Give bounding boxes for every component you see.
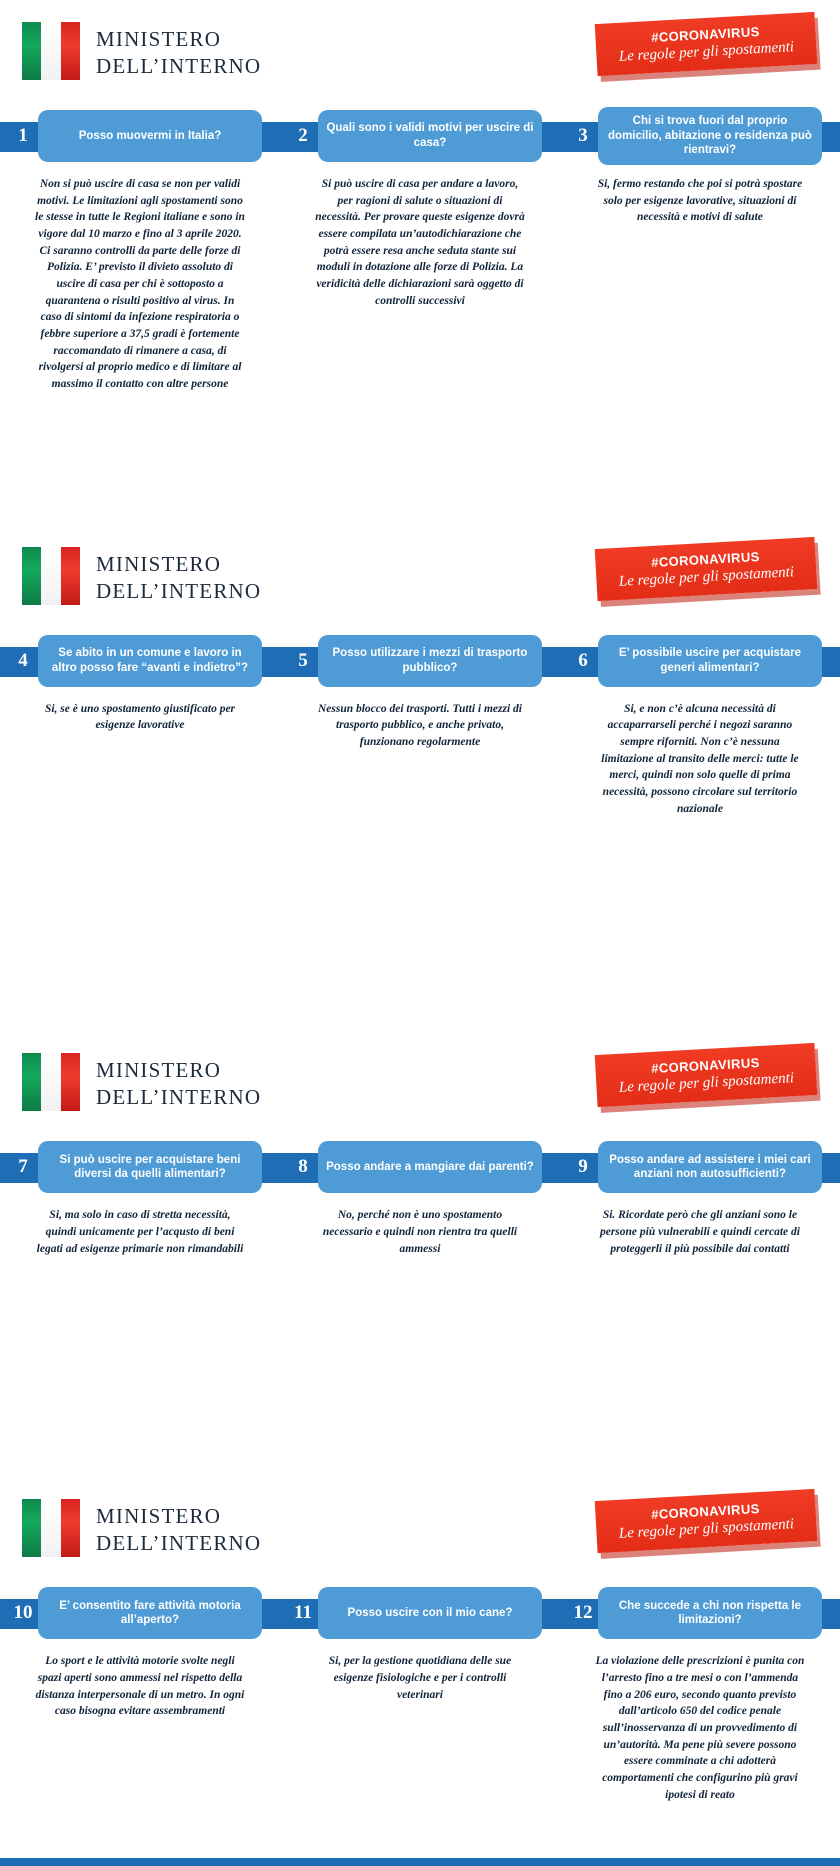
question-cell (0, 633, 280, 689)
coronavirus-banner (596, 543, 816, 605)
ministry-title (96, 1503, 261, 1557)
banner-subtitle: Le regole per gli spostamenti (618, 1516, 795, 1543)
question-cell (560, 108, 840, 164)
banner-hashtag: #CORONAVIRUS (650, 1055, 761, 1077)
question-number: 10 (13, 1602, 33, 1624)
question-bubble[interactable]: Posso andare ad assistere i miei cari anziani non autosufficienti? (598, 1141, 822, 1193)
question-bubble[interactable]: E’ possibile uscire per acquistare generi alimentari? (598, 635, 822, 687)
answer-row (0, 1653, 840, 1803)
question-cell (560, 633, 840, 689)
question-cell (280, 1585, 560, 1641)
ministry-line-2: DELL’INTERNO (96, 53, 262, 78)
answer-text: No, perché non è uno spostamento necessario e quindi non rientra tra quelli ammessi (322, 1209, 518, 1255)
question-bubble[interactable]: E’ consentito fare attività motoria all’aperto? (38, 1587, 262, 1639)
banner-subtitle: Le regole per gli spostamenti (618, 39, 795, 65)
question-number: 8 (298, 1156, 308, 1178)
ministry-line-2: DELL’INTERNO (96, 1085, 262, 1110)
section-spacer (0, 1257, 840, 1477)
ministry-line-1: MINISTERO (96, 551, 222, 576)
question-number: 2 (298, 125, 308, 146)
question-number: 9 (578, 1156, 588, 1178)
banner-subtitle: Le regole per gli spostamenti (618, 1070, 795, 1097)
section-header (0, 0, 840, 100)
question-number: 3 (578, 125, 588, 146)
coronavirus-banner (596, 1495, 816, 1557)
question-bubble[interactable]: Quali sono i validi motivi per uscire di casa? (318, 110, 542, 162)
answer-text: Si, e non c’è alcuna necessità di accaparrarseli perché i negozi saranno sempre riforniti. Non c’è nessuna limitazione al transito delle merci: tutte le merci, quindi non solo quelle di prima necessità, possono circolare sul territorio nazionale (601, 702, 799, 815)
italian-flag-icon (22, 1499, 80, 1557)
ministry-line-2: DELL’INTERNO (96, 1531, 262, 1556)
answer-text: La violazione delle prescrizioni è punita con l’arresto fino a tre mesi o con l’ammenda fino a 206 euro, secondo quanto previsto dall’articolo 650 del codice penale sull’inosservanza di un provvedimento di un’autorità. Ma pene più severe possono essere comminate a chi adotterà comportamenti che configurino più gravi ipotesi di reato (595, 1655, 805, 1801)
faq-section-1 (0, 0, 840, 525)
question-cell (0, 1139, 280, 1195)
banner-hashtag: #CORONAVIRUS (650, 23, 761, 46)
question-row (0, 1585, 840, 1641)
section-header (0, 525, 840, 625)
question-row (0, 633, 840, 689)
question-bubble[interactable]: Posso muovermi in Italia? (38, 110, 262, 162)
coronavirus-banner (596, 18, 816, 80)
question-number: 12 (573, 1602, 593, 1624)
question-number: 7 (18, 1156, 28, 1178)
question-bubble[interactable]: Posso andare a mangiare dai parenti? (318, 1141, 542, 1193)
question-cell (0, 1585, 280, 1641)
banner-hashtag: #CORONAVIRUS (650, 548, 761, 570)
question-bubble[interactable]: Si può uscire per acquistare beni diversi da quelli alimentari? (38, 1141, 262, 1193)
italian-flag-icon (22, 22, 80, 80)
question-cell (560, 1139, 840, 1195)
faq-section-2 (0, 525, 840, 1032)
faq-section-4 (0, 1477, 840, 1843)
question-cell (560, 1585, 840, 1641)
question-row (0, 1139, 840, 1195)
answer-text: Si. Ricordate però che gli anziani sono le persone più vulnerabili e quindi cercate di proteggerli il più possibile dai contatti (599, 1209, 800, 1255)
question-bubble[interactable]: Posso utilizzare i mezzi di trasporto pubblico? (318, 635, 542, 687)
question-bubble[interactable]: Che succede a chi non rispetta le limitazioni? (598, 1587, 822, 1639)
question-cell (0, 108, 280, 164)
question-number: 4 (18, 649, 28, 671)
section-spacer (0, 1804, 840, 1844)
banner-hashtag: #CORONAVIRUS (650, 1501, 761, 1523)
question-number: 1 (18, 125, 28, 146)
answer-text: Si può uscire di casa per andare a lavoro, per ragioni di salute o situazioni di necessità. Per provare queste esigenze dovrà essere compilata un’autodichiarazione che potrà essere resa anche seduta stante sui moduli in dotazione alle forze di Polizia. La veridicità delle dichiarazioni sarà oggetto di controlli successivi (315, 178, 525, 307)
question-bubble[interactable]: Chi si trova fuori dal proprio domicilio, abitazione o residenza può rientravi? (598, 107, 822, 166)
footer-bar (0, 1858, 840, 1866)
ministry-title (96, 1057, 261, 1111)
question-number: 5 (298, 649, 308, 671)
answer-text: Nessun blocco dei trasporti. Tutti i mezzi di trasporto pubblico, e anche privato, funzionano regolarmente (317, 702, 522, 749)
coronavirus-banner (596, 1049, 816, 1111)
question-bubble[interactable]: Posso uscire con il mio cane? (318, 1587, 542, 1639)
answer-text: Lo sport e le attività motorie svolte negli spazi aperti sono ammessi nel rispetto della distanza interpersonale di un metro. In ogni caso bisogna evitare assembramenti (35, 1655, 245, 1718)
section-spacer (0, 817, 840, 1031)
question-number: 6 (578, 649, 588, 671)
answer-row (0, 1207, 840, 1257)
answer-row (0, 701, 840, 818)
answer-text: Si, fermo restando che poi si potrà spostare solo per esigenze lavorative, situazioni di necessità e motivi di salute (597, 178, 803, 224)
ministry-title (96, 551, 261, 605)
ministry-line-1: MINISTERO (96, 1504, 222, 1529)
section-spacer (0, 393, 840, 525)
question-cell (280, 1139, 560, 1195)
answer-row (0, 176, 840, 393)
banner-subtitle: Le regole per gli spostamenti (618, 563, 795, 590)
section-header (0, 1031, 840, 1131)
ministry-line-1: MINISTERO (96, 27, 222, 51)
ministry-line-1: MINISTERO (96, 1058, 222, 1083)
ministry-line-2: DELL’INTERNO (96, 578, 262, 603)
question-cell (280, 633, 560, 689)
question-number: 11 (294, 1602, 312, 1624)
italian-flag-icon (22, 547, 80, 605)
question-bubble[interactable]: Se abito in un comune e lavoro in altro posso fare “avanti e indietro”? (38, 635, 262, 687)
answer-text: Si, se è uno spostamento giustificato per esigenze lavorative (44, 702, 236, 732)
italian-flag-icon (22, 1053, 80, 1111)
question-cell (280, 108, 560, 164)
answer-text: Si, per la gestione quotidiana delle sue esigenze fisiologiche e per i controlli veterinari (328, 1655, 512, 1701)
section-header (0, 1477, 840, 1577)
ministry-title (96, 26, 261, 80)
answer-text: Non si può uscire di casa se non per validi motivi. Le limitazioni agli spostamenti sono le stesse in tutte le Regioni italiane e sono in vigore dal 10 marzo e fino al 3 aprile 2020. Ci saranno controlli da parte delle forze di Polizia. E’ previsto il divieto assoluto di uscire di casa per chi è sottoposto a quarantena o risulti positivo al virus. In caso di sintomi da infezione respiratoria o febbre superiore a 37,5 gradi è fortemente raccomandato di rimanere a casa, di rivolgersi al proprio medico e di limitare al massimo il contatto con altre persone (35, 178, 245, 391)
faq-section-3 (0, 1031, 840, 1477)
question-row (0, 108, 840, 164)
answer-text: Si, ma solo in caso di stretta necessità, quindi unicamente per l’acqusto di beni legati ad esigenze primarie non rimandabili (36, 1209, 244, 1255)
